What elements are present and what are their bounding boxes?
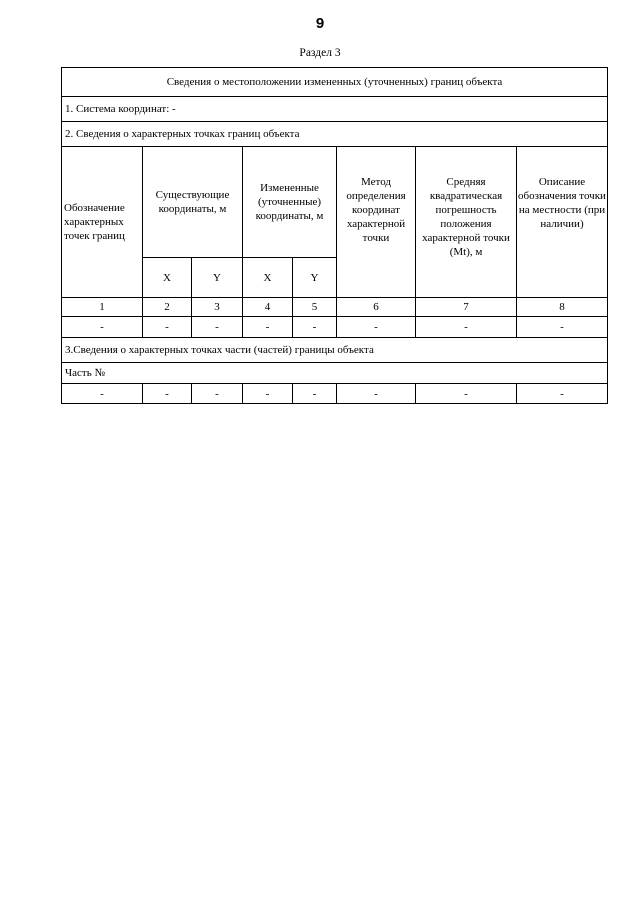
header-mean-square-error: Средняя квадратическая погрешность положения характерной точки (Mt), м — [416, 147, 517, 298]
table-cell: - — [143, 317, 192, 338]
column-number: 5 — [293, 298, 337, 317]
table-cell: - — [62, 317, 143, 338]
header-designation: Обозначение характерных точек границ — [62, 147, 143, 298]
header-description: Описание обозначения точки на местности (при наличии) — [517, 147, 608, 298]
column-number: 1 — [62, 298, 143, 317]
header-existing-coordinates: Существующие координаты, м — [143, 147, 243, 258]
column-number: 2 — [143, 298, 192, 317]
section-3-heading: 3.Сведения о характерных точках части (частей) границы объекта — [62, 338, 608, 363]
table-cell: - — [293, 384, 337, 404]
subheader-changed-y: Y — [293, 258, 337, 298]
table-cell: - — [192, 317, 243, 338]
column-number: 6 — [337, 298, 416, 317]
table-cell: - — [243, 384, 293, 404]
column-number: 8 — [517, 298, 608, 317]
part-number-label: Часть № — [62, 363, 608, 384]
column-number: 7 — [416, 298, 517, 317]
table-cell: - — [517, 384, 608, 404]
table-row — [62, 317, 608, 338]
table-row — [62, 384, 608, 404]
table-cell: - — [192, 384, 243, 404]
header-changed-coordinates: Измененные (уточненные) координаты, м — [243, 147, 337, 258]
table-cell: - — [416, 384, 517, 404]
subheader-existing-y: Y — [192, 258, 243, 298]
table-cell: - — [416, 317, 517, 338]
boundary-points-table — [61, 67, 608, 404]
table-title: Сведения о местоположении измененных (уточненных) границ объекта — [62, 68, 608, 97]
table-cell: - — [62, 384, 143, 404]
header-method: Метод определения координат характерной точки — [337, 147, 416, 298]
subheader-changed-x: X — [243, 258, 293, 298]
table-cell: - — [517, 317, 608, 338]
table-cell: - — [293, 317, 337, 338]
table-cell: - — [337, 317, 416, 338]
column-number: 4 — [243, 298, 293, 317]
table-cell: - — [337, 384, 416, 404]
coordinate-system-row: 1. Система координат: - — [62, 97, 608, 122]
section-label: Раздел 3 — [299, 47, 341, 59]
column-numbers-row — [62, 298, 608, 317]
subheader-existing-x: X — [143, 258, 192, 298]
page-number: 9 — [315, 15, 325, 32]
table-cell: - — [143, 384, 192, 404]
column-number: 3 — [192, 298, 243, 317]
table-cell: - — [243, 317, 293, 338]
section-2-heading: 2. Сведения о характерных точках границ объекта — [62, 122, 608, 147]
